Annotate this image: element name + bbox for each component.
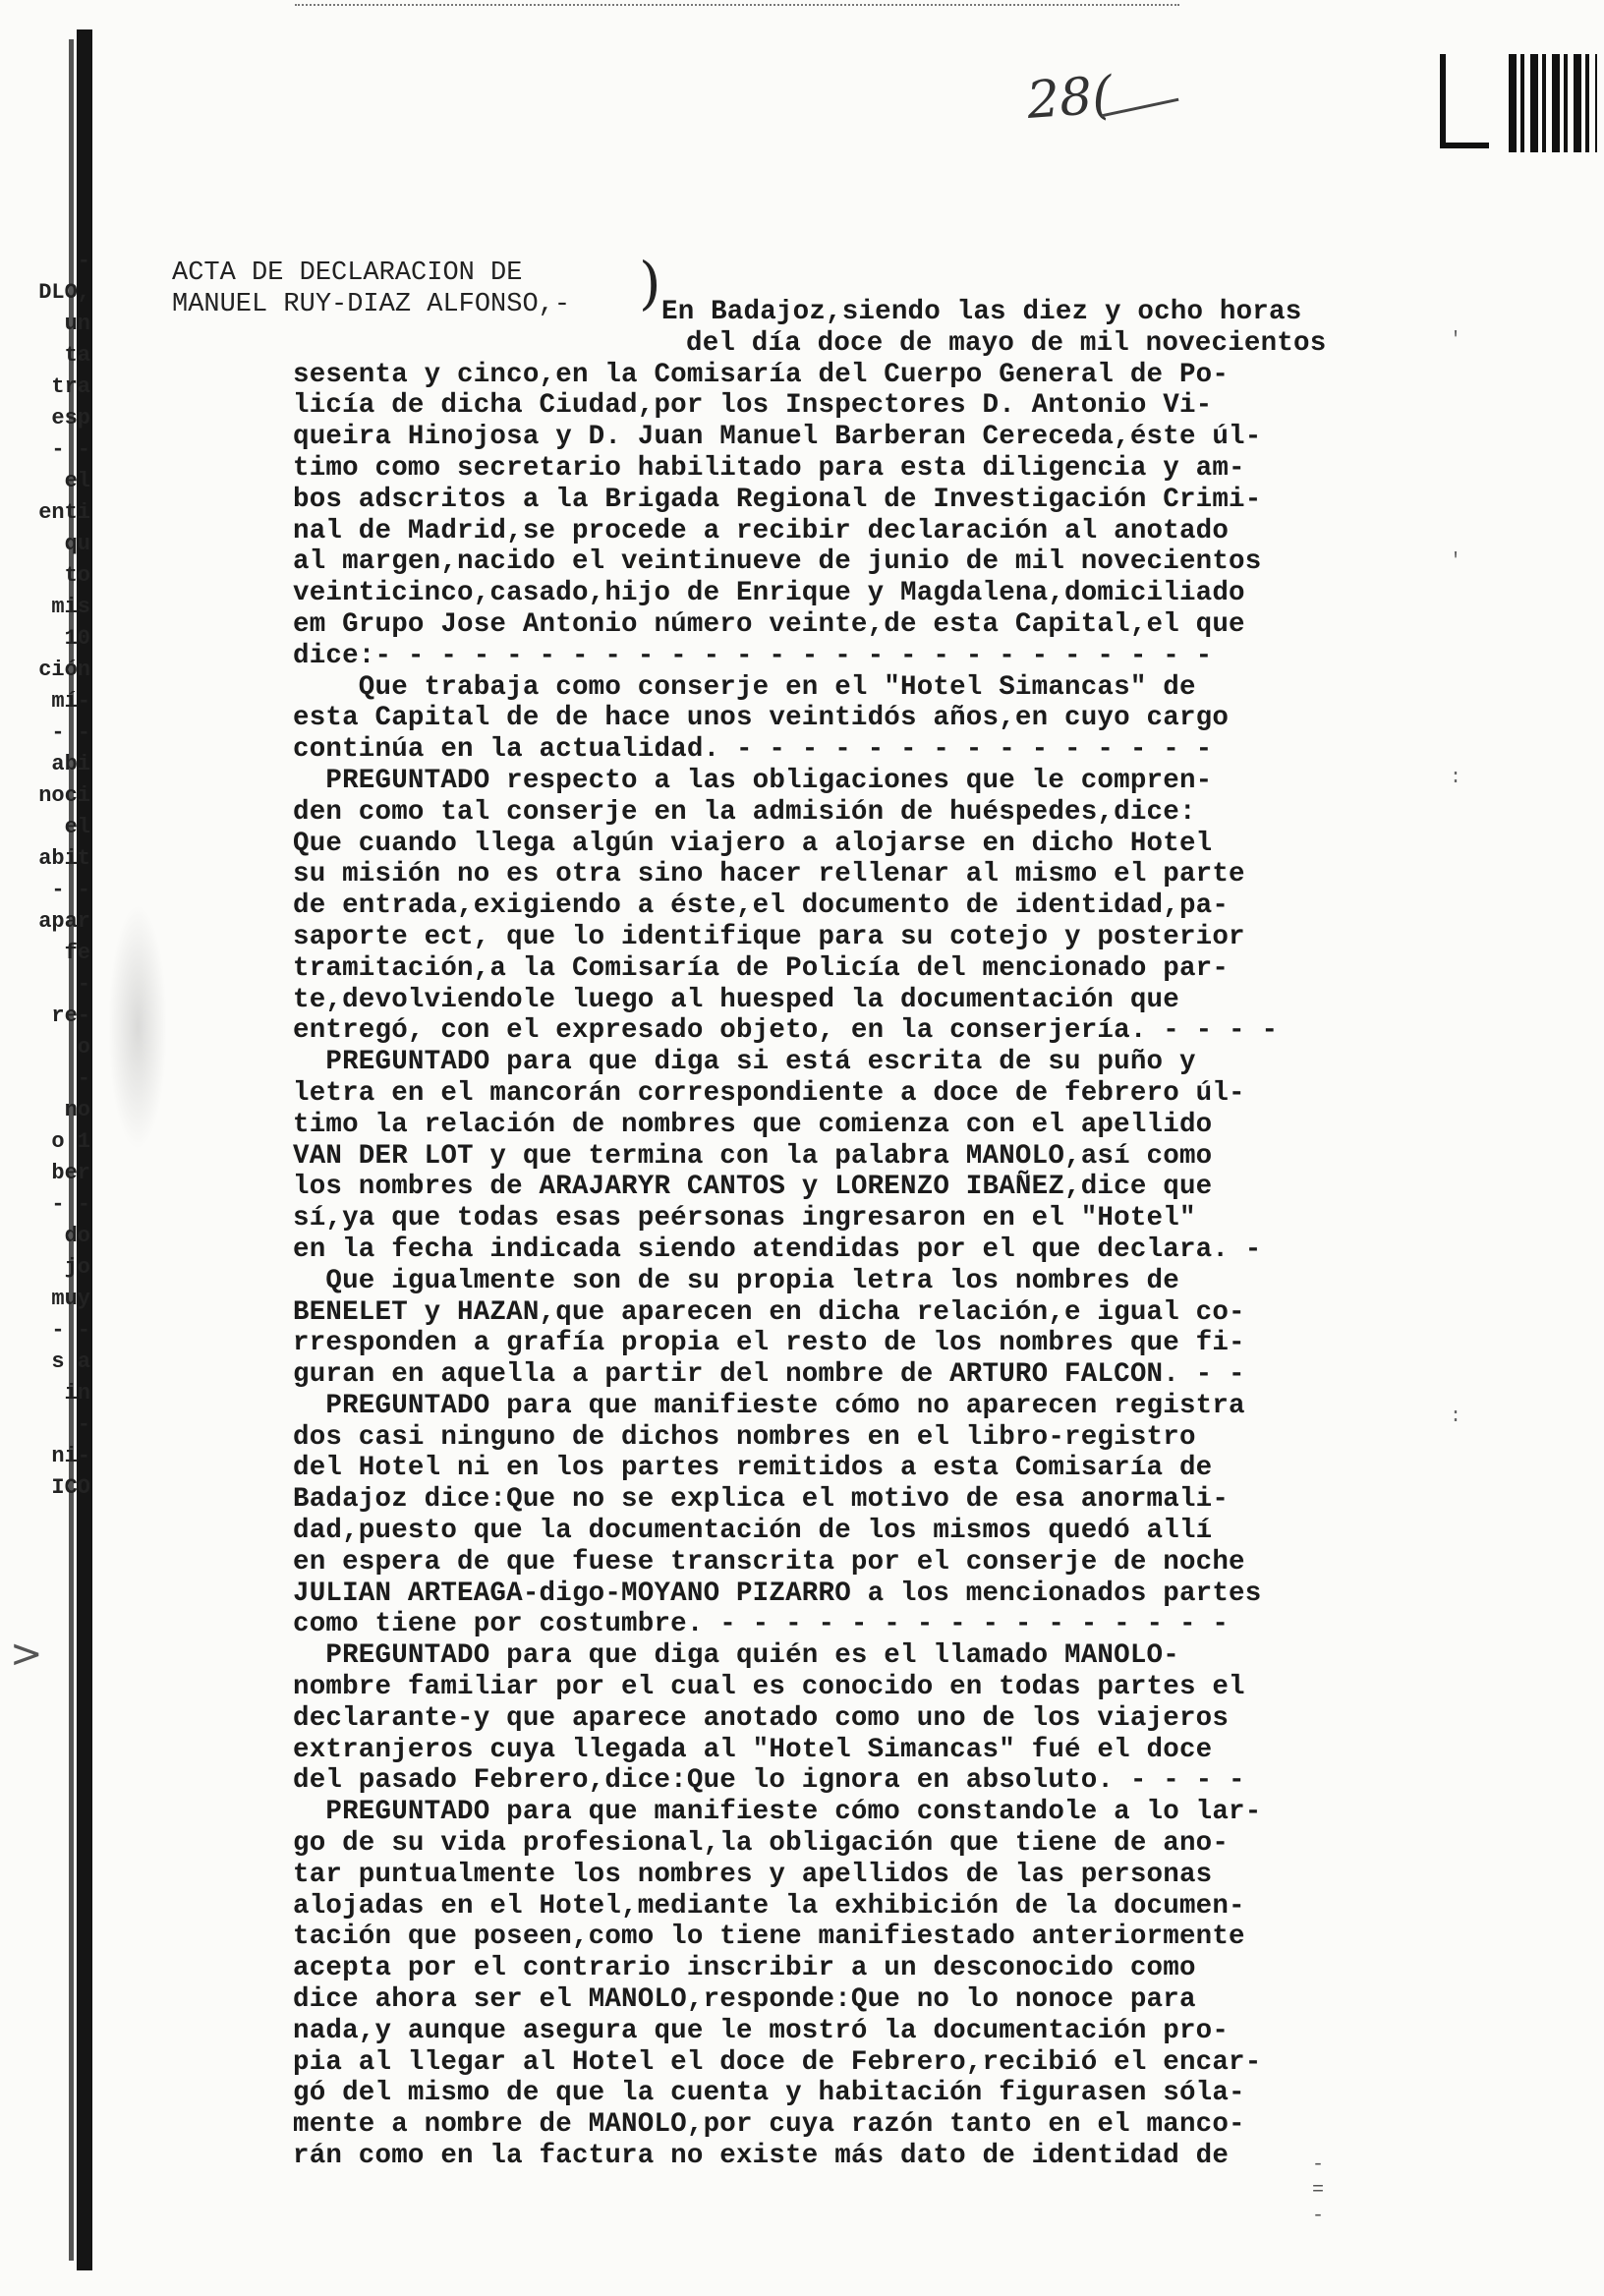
- body-line: entregó, con el expresado objeto, en la conserjería. - - - -: [293, 1015, 1279, 1047]
- body-line: al margen,nacido el veintinueve de junio de mil novecientos: [293, 546, 1262, 578]
- bleed-fragment: no: [64, 1098, 90, 1122]
- body-line: veinticinco,casado,hijo de Enrique y Magdalena,domiciliado: [293, 578, 1245, 609]
- body-line: rresponden a grafía propia el resto de los nombres que fi-: [293, 1328, 1245, 1359]
- margin-tick: :: [1450, 767, 1462, 789]
- bleed-fragment: qu: [64, 532, 90, 556]
- stamp-barcode: [1509, 54, 1597, 152]
- body-line: de entrada,exigiendo a éste,el documento de identidad,pa-: [293, 890, 1230, 922]
- body-line: sesenta y cinco,en la Comisaría del Cuerpo General de Po-: [293, 359, 1230, 390]
- body-line: dice:- - - - - - - - - - - - - - - - - - - - - - - - - -: [293, 640, 1213, 671]
- bleed-fragment: tra: [51, 374, 90, 399]
- body-line: mente a nombre de MANOLO,por cuya razón tanto en el manco-: [293, 2109, 1245, 2141]
- scan-smudge: [108, 904, 167, 1150]
- bleed-fragment: abit: [38, 846, 90, 871]
- bleed-fragment: - -: [51, 1318, 90, 1343]
- body-line: del día doce de mayo de mil novecientos: [686, 327, 1327, 359]
- body-line: timo la relación de nombres que comienza con el apellido: [293, 1109, 1213, 1140]
- body-line: nada,y aunque asegura que le mostró la documentación pro-: [293, 2015, 1230, 2046]
- body-line: PREGUNTADO para que manifieste cómo no aparecen registra: [293, 1390, 1245, 1421]
- bleed-fragment: ni-: [51, 1444, 90, 1468]
- bleed-fragment: do: [64, 1224, 90, 1248]
- bleed-fragment: re-: [51, 1004, 90, 1028]
- body-line: continúa en la actualidad. - - - - - - - - - - - - - - -: [293, 734, 1213, 766]
- body-line: timo como secretario habilitado para esta diligencia y am-: [293, 452, 1245, 484]
- bleed-fragment: s a: [51, 1349, 90, 1374]
- scan-edge-dots: [295, 4, 1179, 8]
- heading-line-2: MANUEL RUY-DIAZ ALFONSO,-: [172, 290, 571, 319]
- body-line: sí,ya que todas esas peérsonas ingresaron en el "Hotel": [293, 1203, 1196, 1234]
- bleed-fragment: - -: [51, 437, 90, 462]
- body-line: su misión no es otra sino hacer rellenar al mismo el parte: [293, 859, 1245, 890]
- bleed-fragment: in: [64, 1381, 90, 1406]
- body-line: En Badajoz,siendo las diez y ocho horas: [661, 297, 1302, 327]
- body-line: del Hotel ni en los partes remitidos a esta Comisaría de: [293, 1453, 1213, 1484]
- margin-tick: :: [1450, 1406, 1462, 1428]
- heading-brace: ): [639, 250, 661, 316]
- body-line: tar puntualmente los nombres y apellidos de las personas: [293, 1859, 1213, 1890]
- stamp-l-mark: [1440, 54, 1446, 143]
- body-line: BENELET y HAZAN,que aparecen en dicha relación,e igual co-: [293, 1296, 1245, 1328]
- bleed-fragment: to: [64, 563, 90, 588]
- bleed-fragment: ICO: [51, 1475, 90, 1500]
- body-line: nombre familiar por el cual es conocido en todas partes el: [293, 1672, 1245, 1703]
- body-line: JULIAN ARTEAGA-digo-MOYANO PIZARRO a los mencionados partes: [293, 1578, 1262, 1609]
- body-line: PREGUNTADO para que diga quién es el llamado MANOLO-: [293, 1640, 1179, 1672]
- margin-arrow-icon: >: [10, 1632, 43, 1677]
- body-line: gó del mismo de que la cuenta y habitación figurasen sóla-: [293, 2078, 1245, 2109]
- body-line: alojadas en el Hotel,mediante la exhibición de la documen-: [293, 1890, 1245, 1922]
- body-line: Badajoz dice:Que no se explica el motivo de esa anormali-: [293, 1484, 1230, 1516]
- body-line: VAN DER LOT y que termina con la palabra MANOLO,así como: [293, 1140, 1213, 1172]
- bottom-margin-marks: - = -: [1312, 2153, 1325, 2227]
- folio-underline: [1102, 98, 1179, 118]
- bleed-fragment: -: [77, 1412, 90, 1437]
- previous-page-bleed-text: [0, 246, 90, 1504]
- body-line: guran en aquella a partir del nombre de ARTURO FALCON. - -: [293, 1359, 1245, 1391]
- bleed-fragment: ber: [51, 1161, 90, 1185]
- body-line: em Grupo Jose Antonio número veinte,de esta Capital,el que: [293, 608, 1245, 640]
- body-line: Que igualmente son de su propia letra los nombres de: [293, 1265, 1179, 1296]
- bleed-fragment: -: [77, 1066, 90, 1091]
- heading-line-1: ACTA DE DECLARACION DE: [172, 258, 523, 288]
- body-line: en la fecha indicada siendo atendidas por el que declara. -: [293, 1234, 1262, 1265]
- body-line: declarante-y que aparece anotado como uno de los viajeros: [293, 1702, 1230, 1734]
- archive-stamp: [1440, 54, 1597, 152]
- folio-number: 28(: [1025, 66, 1115, 131]
- body-line: esta Capital de de hace unos veintidós años,en cuyo cargo: [293, 703, 1230, 734]
- body-line: bos adscritos a la Brigada Regional de Investigación Crimi-: [293, 484, 1262, 515]
- body-line: PREGUNTADO para que diga si está escrita de su puño y: [293, 1047, 1196, 1078]
- bleed-fragment: 10: [64, 626, 90, 651]
- body-line: PREGUNTADO para que manifieste cómo constandole a lo lar-: [293, 1797, 1262, 1828]
- bleed-fragment: -: [77, 249, 90, 273]
- body-line: PREGUNTADO respecto a las obligaciones que le compren-: [293, 765, 1213, 796]
- bleed-fragment: esp: [51, 406, 90, 430]
- margin-tick: ': [1450, 329, 1462, 352]
- body-line: dice ahora ser el MANOLO,responde:Que no lo nonoce para: [293, 1984, 1196, 2016]
- bleed-fragment: - -: [51, 1192, 90, 1217]
- bleed-fragment: -: [77, 972, 90, 997]
- body-line: te,devolviendole luego al huesped la documentación que: [293, 984, 1179, 1015]
- bleed-fragment: jo: [64, 1255, 90, 1280]
- bleed-fragment: muy: [51, 1287, 90, 1311]
- margin-tick: ': [1450, 550, 1462, 573]
- body-line: licía de dicha Ciudad,por los Inspectores D. Antonio Vi-: [293, 390, 1213, 422]
- bleed-fragment: enti: [38, 500, 90, 525]
- body-line: dad,puesto que la documentación de los mismos quedó allí: [293, 1516, 1213, 1547]
- bleed-fragment: abi: [51, 752, 90, 776]
- body-line: los nombres de ARAJARYR CANTOS y LORENZO IBAÑEZ,dice que: [293, 1172, 1213, 1203]
- body-line: go de su vida profesional,la obligación que tiene de ano-: [293, 1828, 1230, 1860]
- bleed-fragment: DLO,: [38, 280, 90, 305]
- body-line: letra en el mancorán correspondiente a doce de febrero úl-: [293, 1077, 1245, 1109]
- bleed-fragment: noci: [38, 783, 90, 808]
- body-line: del pasado Febrero,dice:Que lo ignora en absoluto. - - - -: [293, 1765, 1245, 1797]
- body-line: como tiene por costumbre. - - - - - - - - - - - - - - - -: [293, 1609, 1230, 1640]
- bleed-fragment: apar: [38, 909, 90, 934]
- body-line: dos casi ninguno de dichos nombres en el libro-registro: [293, 1421, 1196, 1453]
- bleed-fragment: o 1: [51, 1129, 90, 1154]
- declaration-body: [293, 297, 1404, 2172]
- body-line: queira Hinojosa y D. Juan Manuel Barberan Cereceda,éste úl-: [293, 422, 1262, 453]
- bleed-fragment: mí-: [51, 689, 90, 714]
- body-line: pia al llegar al Hotel el doce de Febrero,recibió el encar-: [293, 2046, 1262, 2078]
- bleed-fragment: ción: [38, 658, 90, 682]
- body-line: tación que poseen,como lo tiene manifiestado anteriormente: [293, 1922, 1245, 1953]
- bleed-fragment: - -: [51, 878, 90, 902]
- body-line: tramitación,a la Comisaría de Policía del mencionado par-: [293, 952, 1230, 984]
- bleed-fragment: - -: [51, 720, 90, 745]
- body-line: extranjeros cuya llegada al "Hotel Simancas" fué el doce: [293, 1734, 1213, 1765]
- body-line: saporte ect, que lo identifique para su cotejo y posterior: [293, 921, 1245, 952]
- body-line: den como tal conserje en la admisión de huéspedes,dice:: [293, 796, 1196, 828]
- body-line: Que trabaja como conserje en el "Hotel Simancas" de: [293, 671, 1196, 703]
- bleed-fragment: ta: [64, 343, 90, 368]
- bleed-fragment: el: [64, 815, 90, 839]
- bleed-fragment: el: [64, 469, 90, 493]
- body-line: acepta por el contrario inscribir a un desconocido como: [293, 1953, 1196, 1984]
- body-line: Que cuando llega algún viajero a alojarse en dicho Hotel: [293, 828, 1213, 859]
- body-line: rán como en la factura no existe más dato de identidad de: [293, 2141, 1230, 2172]
- stamp-l-base: [1440, 143, 1489, 148]
- bleed-fragment: fe: [64, 941, 90, 965]
- bleed-fragment: mis: [51, 595, 90, 619]
- bleed-fragment: o: [77, 1035, 90, 1060]
- body-line: en espera de que fuese transcrita por el conserje de noche: [293, 1546, 1245, 1578]
- body-line: nal de Madrid,se procede a recibir declaración al anotado: [293, 515, 1230, 546]
- bleed-fragment: un: [64, 312, 90, 336]
